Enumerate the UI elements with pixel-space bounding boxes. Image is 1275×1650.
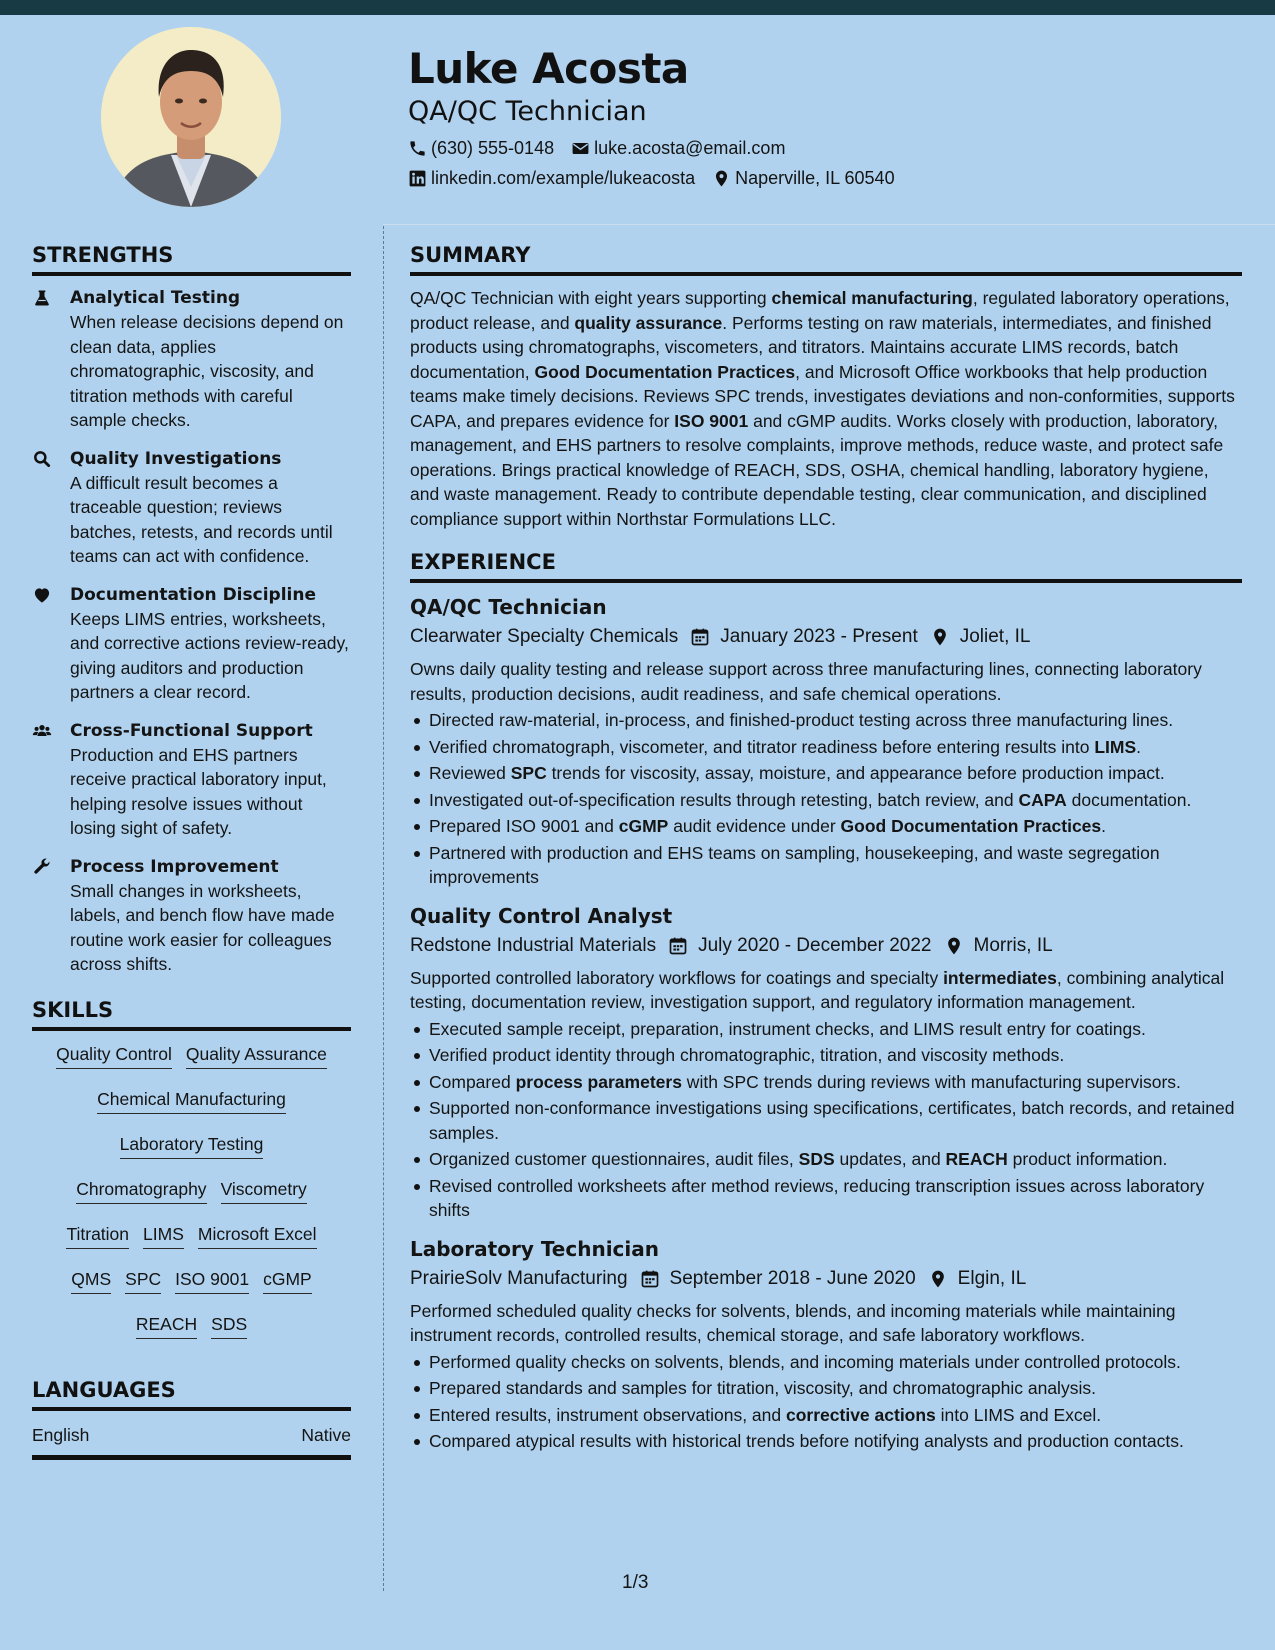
text-run: Organized customer questionnaires, audit files,: [429, 1149, 799, 1169]
job-description: [410, 657, 1242, 706]
skill-row: [32, 1311, 351, 1341]
text-run: Verified product identity through chromatographic, titration, and viscosity methods.: [429, 1045, 1065, 1065]
text-run: Supported non-conformance investigations using specifications, certificates, batch records, and retained samples.: [429, 1098, 1235, 1143]
strength-description: A difficult result becomes a traceable question; reviews batches, retests, and records until teams can act with confidence.: [70, 472, 333, 566]
skill-tag: Chemical Manufacturing: [97, 1086, 286, 1114]
text-run: Performed quality checks on solvents, blends, and incoming materials under controlled protocols.: [429, 1351, 1181, 1372]
job-bullets: [410, 1017, 1242, 1223]
text-run: Prepared standards and samples for titration, viscosity, and chromatographic analysis.: [429, 1378, 1096, 1398]
bold-text: process parameters: [515, 1071, 682, 1092]
strength-name: Quality Investigations: [70, 448, 282, 469]
strength-body: [70, 583, 351, 705]
map-pin-icon: [928, 1269, 958, 1289]
text-run: . Performs testing on raw materials, intermediates, and finished products using chromatographs, viscometers, and titrators. Maintains accurate LIMS records, batch documentation,: [410, 312, 1212, 382]
calendar-icon: [640, 1269, 670, 1289]
phone-contact[interactable]: [408, 136, 554, 160]
bullet-item: [410, 788, 1242, 813]
language-level: Native: [301, 1424, 351, 1445]
search-icon: [32, 447, 70, 569]
bold-text: corrective actions: [786, 1404, 936, 1425]
left-column: [32, 240, 351, 1460]
experience-item: [410, 902, 1242, 1223]
heart-icon: [32, 583, 70, 705]
job-meta: [410, 932, 1242, 960]
skill-tag: SDS: [211, 1311, 247, 1339]
bullet-item: [410, 761, 1242, 786]
text-run: Entered results, instrument observations, and: [429, 1404, 786, 1425]
bullet-item: [410, 814, 1242, 839]
language-name: English: [32, 1424, 90, 1445]
bold-text: SPC: [510, 763, 547, 783]
text-run: Partnered with production and EHS teams on sampling, housekeeping, and waste segregation improvements: [429, 842, 1160, 887]
text-run: with SPC trends during reviews with manufacturing supervisors.: [681, 1071, 1181, 1092]
bold-text: LIMS: [1094, 736, 1137, 757]
email-text: luke.acosta@email.com: [594, 138, 786, 158]
bold-text: chemical manufacturing: [771, 288, 973, 308]
dates-text: September 2018 - June 2020: [669, 1267, 916, 1289]
skill-tag: ISO 9001: [175, 1266, 249, 1294]
person-title: QA/QC Technician: [408, 96, 647, 127]
top-bar: [0, 0, 1275, 15]
location-text: Elgin, IL: [957, 1267, 1027, 1289]
bullet-item: [410, 1174, 1242, 1223]
job-dates: [690, 623, 918, 651]
bullet-item: [410, 708, 1242, 733]
strength-name: Documentation Discipline: [70, 584, 316, 605]
contact-row-1: [408, 136, 1248, 160]
text-run: and cGMP audits. Works closely with production, laboratory, management, and EHS partners to resolve complaints, improve methods, reduce waste, and protect safe operations. Brings practical knowledge of REACH, SDS, OSHA, chemical handling, laboratory hygiene, and waste management. Ready to contribute dependable testing, clear communication, and disciplined compliance support within Northstar Formulations LLC.: [410, 410, 1224, 529]
strength-description: When release decisions depend on clean data, applies chromatographic, viscosity, and titration methods with careful sample checks.: [70, 312, 344, 430]
job-title: Laboratory Technician: [410, 1236, 660, 1261]
bullet-item: [410, 735, 1242, 760]
calendar-icon: [668, 936, 698, 956]
bold-text: Good Documentation Practices: [534, 361, 796, 382]
dates-text: January 2023 - Present: [720, 626, 918, 647]
strength-item: [32, 447, 351, 569]
skill-tag: Viscometry: [221, 1176, 307, 1204]
job-location: [928, 1265, 1027, 1293]
text-run: updates, and: [834, 1149, 946, 1169]
map-pin-icon: [712, 169, 731, 188]
location-text: Joliet, IL: [959, 626, 1031, 647]
strength-item: [32, 583, 351, 705]
job-description: [410, 966, 1242, 1015]
bullet-item: [410, 1017, 1242, 1042]
skill-row: [32, 1041, 351, 1071]
profile-photo: [101, 27, 281, 207]
skill-tag: Chromatography: [76, 1176, 206, 1204]
text-run: Compared: [429, 1071, 516, 1092]
job-bullets: [410, 708, 1242, 890]
strength-description: Keeps LIMS entries, worksheets, and corrective actions review-ready, giving auditors and production partners a clear record.: [70, 608, 349, 702]
languages-list: [32, 1421, 351, 1460]
text-run: Reviewed: [429, 763, 511, 783]
bullet-item: [410, 1350, 1242, 1375]
flask-icon: [32, 286, 70, 433]
job-meta: [410, 1265, 1242, 1293]
location-text: Morris, IL: [973, 934, 1053, 956]
job-title: QA/QC Technician: [410, 595, 607, 619]
text-run: Prepared ISO 9001 and: [429, 816, 619, 836]
text-run: Executed sample receipt, preparation, instrument checks, and LIMS result entry for coatings.: [429, 1018, 1146, 1039]
bold-text: intermediates: [943, 967, 1057, 988]
contact-row-2: [408, 166, 1248, 190]
linkedin-text: linkedin.com/example/lukeacosta: [431, 168, 696, 188]
experience-item: [410, 1235, 1242, 1454]
skill-row: [32, 1266, 351, 1296]
bold-text: cGMP: [618, 816, 669, 836]
strength-description: Small changes in worksheets, labels, and bench flow have made routine work easier for colleagues across shifts.: [70, 880, 335, 974]
summary-text: [410, 286, 1242, 531]
skill-tag: Laboratory Testing: [120, 1131, 264, 1159]
language-row: [32, 1421, 351, 1460]
strength-item: [32, 719, 351, 841]
text-run: , regulated laboratory operations, product release, and: [410, 288, 1230, 333]
person-name: Luke Acosta: [408, 44, 689, 93]
bullet-item: [410, 1403, 1242, 1428]
bullet-item: [410, 1147, 1242, 1172]
languages-heading: LANGUAGES: [32, 1375, 351, 1411]
summary-heading: SUMMARY: [410, 240, 1242, 276]
skill-row: [32, 1086, 351, 1116]
strengths-heading: STRENGTHS: [32, 240, 351, 276]
strength-item: [32, 286, 351, 433]
experience-list: [410, 593, 1242, 1454]
strengths-list: [32, 286, 351, 977]
column-divider: [383, 226, 384, 1591]
skill-row: [32, 1221, 351, 1251]
text-run: into LIMS and Excel.: [935, 1404, 1102, 1425]
job-bullets: [410, 1350, 1242, 1454]
company-name: PrairieSolv Manufacturing: [410, 1267, 628, 1289]
text-run: Compared atypical results with historical trends before notifying analysts and production contacts.: [429, 1431, 1184, 1451]
skill-row: [32, 1131, 351, 1161]
map-pin-icon: [944, 936, 974, 956]
bold-text: REACH: [945, 1149, 1008, 1169]
skill-tag: Microsoft Excel: [198, 1221, 317, 1249]
job-dates: [668, 932, 931, 960]
text-run: .: [1136, 736, 1142, 757]
text-run: Directed raw-material, in-process, and finished-product testing across three manufacturing lines.: [429, 710, 1174, 730]
page-number: 1/3: [622, 1572, 649, 1593]
email-contact[interactable]: [571, 136, 785, 160]
text-run: Supported controlled laboratory workflows for coatings and specialty: [410, 967, 944, 988]
text-run: Verified chromatograph, viscometer, and titrator readiness before entering results into: [429, 736, 1095, 757]
bullet-item: [410, 1043, 1242, 1068]
header: [408, 40, 1248, 190]
text-run: QA/QC Technician with eight years supporting: [410, 288, 772, 308]
map-pin-icon: [930, 627, 960, 647]
bullet-item: [410, 1429, 1242, 1454]
bold-text: SDS: [798, 1149, 835, 1169]
text-run: Investigated out-of-specification results through retesting, batch review, and: [429, 789, 1019, 810]
bold-text: CAPA: [1018, 789, 1067, 810]
text-run: documentation.: [1066, 789, 1192, 810]
experience-heading: EXPERIENCE: [410, 547, 1242, 583]
phone-icon: [408, 139, 427, 158]
text-run: , and Microsoft Office workbooks that help production teams make timely decisions. Reviews SPC trends, investigates deviations and non-conformities, supports CAPA, and prepares evidence for: [410, 361, 1235, 431]
linkedin-contact[interactable]: [408, 166, 695, 190]
strength-description: Production and EHS partners receive practical laboratory input, helping resolve issues without losing sight of safety.: [70, 744, 327, 838]
job-location: [930, 623, 1031, 651]
skill-tag: cGMP: [263, 1266, 312, 1294]
text-run: product information.: [1007, 1149, 1168, 1169]
strength-name: Process Improvement: [70, 856, 279, 877]
skill-tag: Titration: [66, 1221, 129, 1249]
phone-text: (630) 555-0148: [431, 138, 555, 158]
job-title: Quality Control Analyst: [410, 903, 673, 928]
text-run: audit evidence under: [668, 816, 841, 836]
location-text: Naperville, IL 60540: [735, 168, 895, 188]
job-meta: [410, 623, 1242, 651]
text-run: Performed scheduled quality checks for solvents, blends, and incoming materials while maintaining instrument records, controlled results, chemical storage, and safe laboratory workflows.: [410, 1300, 1176, 1345]
bold-text: Good Documentation Practices: [840, 816, 1102, 836]
users-icon: [32, 719, 70, 841]
header-divider: [383, 224, 1275, 225]
strength-name: Analytical Testing: [70, 288, 241, 308]
strength-body: [70, 719, 351, 841]
skills-heading: SKILLS: [32, 995, 351, 1031]
company-name: Clearwater Specialty Chemicals: [410, 626, 679, 647]
bullet-item: [410, 1376, 1242, 1401]
bullet-item: [410, 1096, 1242, 1145]
wrench-icon: [32, 855, 70, 977]
skill-tag: Quality Control: [56, 1041, 172, 1069]
skill-tag: QMS: [71, 1266, 111, 1294]
strength-name: Cross-Functional Support: [70, 720, 313, 741]
experience-item: [410, 593, 1242, 890]
bold-text: ISO 9001: [674, 410, 749, 431]
right-column: [410, 240, 1242, 1466]
skill-tag: Quality Assurance: [186, 1041, 327, 1069]
skill-tag: REACH: [136, 1311, 197, 1339]
text-run: trends for viscosity, assay, moisture, and appearance before production impact.: [546, 763, 1165, 783]
job-dates: [640, 1265, 916, 1293]
job-location: [944, 932, 1053, 960]
strength-body: [70, 855, 351, 977]
linkedin-icon: [408, 169, 427, 188]
location-contact: [712, 166, 894, 190]
company-name: Redstone Industrial Materials: [410, 934, 657, 956]
envelope-icon: [571, 139, 590, 158]
job-description: [410, 1299, 1242, 1348]
strength-body: [70, 286, 351, 433]
bullet-item: [410, 841, 1242, 890]
skills-list: [32, 1041, 351, 1341]
skill-tag: LIMS: [143, 1221, 184, 1249]
dates-text: July 2020 - December 2022: [698, 934, 932, 956]
text-run: Revised controlled worksheets after method reviews, reducing transcription issues across laboratory shifts: [429, 1175, 1205, 1220]
bold-text: quality assurance: [574, 312, 723, 333]
strength-body: [70, 447, 351, 569]
text-run: .: [1101, 816, 1107, 836]
text-run: Owns daily quality testing and release support across three manufacturing lines, connecting laboratory results, production decisions, audit readiness, and safe chemical operations.: [410, 659, 1202, 704]
calendar-icon: [690, 627, 720, 647]
text-run: , combining analytical testing, documentation review, investigation support, and regulatory information management.: [410, 967, 1225, 1012]
bullet-item: [410, 1070, 1242, 1095]
skill-tag: SPC: [125, 1266, 161, 1294]
strength-item: [32, 855, 351, 977]
skill-row: [32, 1176, 351, 1206]
